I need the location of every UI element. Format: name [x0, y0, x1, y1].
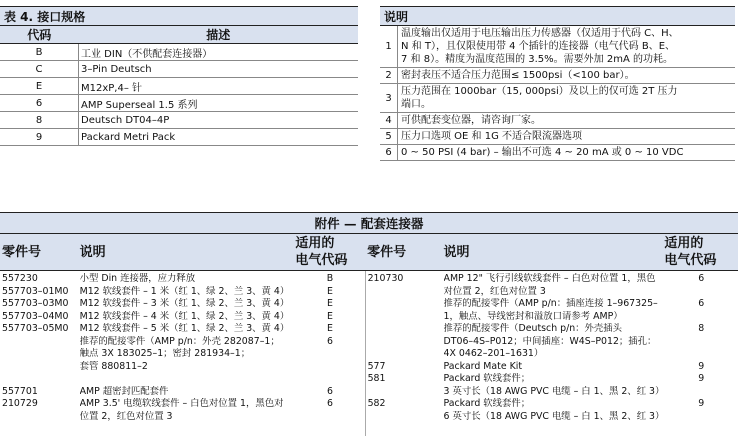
table-row: [380, 68, 735, 84]
description-line: 推荐的配接零件（Deutsch p/n：外壳插头: [443, 323, 623, 334]
description-line: 4X 0462–201–1631）: [443, 348, 544, 359]
part-number: 557701: [2, 385, 38, 397]
right-code-column: [664, 271, 738, 436]
header-line: 电气代码: [664, 253, 717, 268]
description-line: 小型 Din 连接器，应力释放: [79, 273, 196, 284]
description-line: 3 英寸长（18 AWG PVC 电缆 – 白 1、黑 2、红 3）: [443, 385, 665, 397]
table-row: [0, 44, 358, 61]
table4-code: B: [0, 44, 79, 61]
electrical-code: [664, 411, 738, 424]
table4-code: 8: [0, 112, 79, 129]
table4-header-desc: 描述: [79, 26, 359, 44]
header-part-number-right: 零件号: [365, 234, 441, 271]
electrical-code: [295, 411, 364, 424]
description-line: M12 软线套件 – 3 米（红 1、绿 2、兰 3、黄 4）: [79, 298, 290, 309]
table4-desc: Deutsch DT04–4P: [79, 112, 359, 129]
table4-desc: M12xP,4– 针: [79, 78, 359, 95]
table4-code: 6: [0, 95, 79, 112]
electrical-code: B: [326, 273, 334, 284]
table-row: [380, 84, 735, 113]
part-number: [2, 423, 78, 436]
part-number: 557703–04M0: [2, 310, 69, 322]
header-line: 电气代码: [295, 253, 348, 268]
notes-table: [380, 6, 735, 161]
electrical-code: 6: [327, 398, 333, 409]
part-number: [2, 411, 78, 424]
description-line: Packard 软线套件；: [443, 398, 531, 409]
electrical-code: E: [327, 310, 333, 322]
electrical-code: 6: [327, 335, 333, 347]
part-number: 581: [367, 373, 386, 384]
description-line: 套管 880811–2: [79, 360, 148, 372]
table-row: [0, 61, 358, 78]
note-line: 压力口选项 OE 和 1G 不适合限流器选项: [401, 131, 583, 142]
description-line: AMP 超密封匹配套件: [79, 385, 169, 397]
note-line: 可供配套变位器，请咨询厂家。: [401, 115, 541, 126]
table4-code: C: [0, 61, 79, 78]
table4-code: E: [0, 78, 79, 95]
left-code-column: [295, 271, 365, 436]
note-number: 2: [380, 68, 398, 84]
note-number: 4: [380, 113, 398, 129]
table-row: [380, 145, 735, 161]
electrical-code: 8: [698, 323, 705, 334]
header-part-number-left: 零件号: [0, 234, 78, 271]
description-line: AMP 12" 飞行引线软线套件 – 白色对位置 1，黑色: [443, 273, 656, 284]
header-electrical-code-right: [664, 234, 738, 271]
note-text: [398, 26, 736, 68]
electrical-code: 9: [698, 373, 705, 384]
note-line: 压力范围在 1000bar（15, 000psi）及以上的仅可选 2T 压力: [401, 86, 678, 97]
electrical-code: [295, 373, 364, 386]
electrical-code: E: [327, 285, 333, 297]
table4-desc: Packard Metri Pack: [79, 129, 359, 146]
part-number: [2, 361, 78, 374]
description-line: Packard Mate Kit: [443, 360, 522, 372]
part-number: [2, 348, 78, 361]
table-row: [0, 112, 358, 129]
description-line: M12 软线套件 – 4 米（红 1、绿 2、兰 3、黄 4）: [79, 310, 290, 322]
table-row: [380, 129, 735, 145]
part-number: [368, 286, 442, 299]
description-line: DT06–4S–P012；中间插座：W4S–P012；插孔：: [443, 335, 657, 347]
description-line: 推荐的配接零件（AMP p/n：外壳 282087–1；: [79, 335, 280, 347]
note-text: [398, 145, 736, 161]
electrical-code: [295, 361, 364, 374]
table-row: [380, 26, 735, 68]
electrical-code: 9: [698, 360, 705, 372]
note-line: 端口。: [401, 99, 431, 110]
note-number: 3: [380, 84, 398, 113]
part-number: [368, 311, 442, 324]
part-number: 582: [367, 398, 386, 409]
description-line: [80, 373, 296, 386]
header-electrical-code-left: [295, 234, 365, 271]
header-line: 适用的: [295, 236, 335, 251]
description-line: 位置 2，红色对位置 3: [79, 410, 173, 422]
part-number: [2, 336, 78, 349]
electrical-code: E: [327, 298, 333, 309]
description-line: M12 软线套件 – 1 米（红 1、绿 2、兰 3、黄 4）: [79, 285, 290, 297]
electrical-code: [664, 336, 738, 349]
part-number: 577: [367, 360, 386, 372]
description-line: 对位置 2，红色对位置 3: [443, 285, 546, 297]
table4-desc: 3–Pin Deutsch: [79, 61, 359, 78]
description-line: 触点 3X 183025–1；密封 281934–1；: [79, 348, 251, 359]
electrical-code: [664, 348, 738, 361]
note-line: 7 和 8）。精度为温度范围的 3.5%。需要外加 2mA 的功耗。: [401, 54, 673, 65]
electrical-code: [664, 386, 738, 399]
electrical-code: 6: [698, 298, 705, 309]
electrical-code: [295, 423, 364, 436]
electrical-code: [295, 348, 364, 361]
electrical-code: [664, 286, 738, 299]
part-number: [368, 298, 442, 311]
part-number: 557703–05M0: [2, 323, 69, 334]
table4-title: 表 4. 接口规格: [0, 7, 358, 26]
left-description-column: [78, 271, 296, 436]
table-row: [0, 129, 358, 146]
electrical-code: 6: [698, 273, 705, 284]
left-part-column: [0, 271, 78, 436]
part-number: [368, 411, 442, 424]
note-line: 0 ~ 50 PSI (4 bar) – 输出不可选 4 ~ 20 mA 或 0 ~ 10 VDC: [401, 147, 684, 158]
table4-desc: AMP Superseal 1.5 系列: [79, 95, 359, 112]
electrical-code: 9: [698, 398, 705, 409]
note-number: 1: [380, 26, 398, 68]
part-number: [368, 386, 442, 399]
part-number: [368, 323, 442, 336]
table-row: [0, 78, 358, 95]
accessories-title: 附件 — 配套连接器: [0, 213, 738, 234]
description-line: Packard 软线套件；: [443, 373, 531, 384]
notes-title: 说明: [380, 7, 735, 26]
table-row: [380, 113, 735, 129]
part-number: 210729: [2, 398, 38, 409]
note-number: 6: [380, 145, 398, 161]
header-description-left: 说明: [78, 234, 296, 271]
description-line: 6 英寸长（18 AWG PVC 电缆 – 白 1、黑 2、红 3）: [443, 410, 665, 422]
note-line: 温度输出仅适用于电压输出压力传感器（仅适用于代码 C、H、: [401, 28, 679, 39]
description-line: [80, 423, 296, 436]
right-description-column: [442, 271, 665, 436]
part-number: 557230: [2, 273, 38, 284]
note-line: 密封表压不适合压力范围≤ 1500psi（<100 bar）。: [401, 70, 635, 81]
part-number: 557703–01M0: [2, 285, 69, 297]
header-line: 适用的: [664, 236, 704, 251]
table-row: [0, 95, 358, 112]
electrical-code: E: [327, 323, 333, 334]
part-number: [368, 336, 442, 349]
table4-header-code: 代码: [0, 26, 79, 44]
table4-code: 9: [0, 129, 79, 146]
note-text: [398, 129, 736, 145]
note-number: 5: [380, 129, 398, 145]
description-line: AMP 3.5' 电缆软线套件 – 白色对位置 1，黑色对: [79, 398, 284, 409]
part-number: [2, 373, 78, 386]
part-number: [368, 348, 442, 361]
note-text: [398, 84, 736, 113]
electrical-code: 6: [327, 385, 333, 397]
accessories-table: [0, 212, 738, 436]
header-description-right: 说明: [442, 234, 665, 271]
description-line: 1，触点、导线密封和溢放口请参考 AMP）: [443, 310, 623, 322]
part-number: 557703–03M0: [2, 298, 69, 309]
description-line: 推荐的配接零件（AMP p/n：插座连接 1–967325–: [443, 298, 658, 309]
part-number: 210730: [367, 273, 404, 284]
note-text: [398, 68, 736, 84]
note-line: N 和 T），且仅限使用带 4 个插针的连接器（电气代码 B、E、: [401, 41, 676, 52]
note-text: [398, 113, 736, 129]
description-line: M12 软线套件 – 5 米（红 1、绿 2、兰 3、黄 4）: [79, 323, 290, 334]
electrical-code: [664, 311, 738, 324]
right-part-column: [365, 271, 441, 436]
interface-spec-table: [0, 6, 358, 146]
table4-desc: 工业 DIN（不供配套连接器）: [79, 44, 359, 61]
